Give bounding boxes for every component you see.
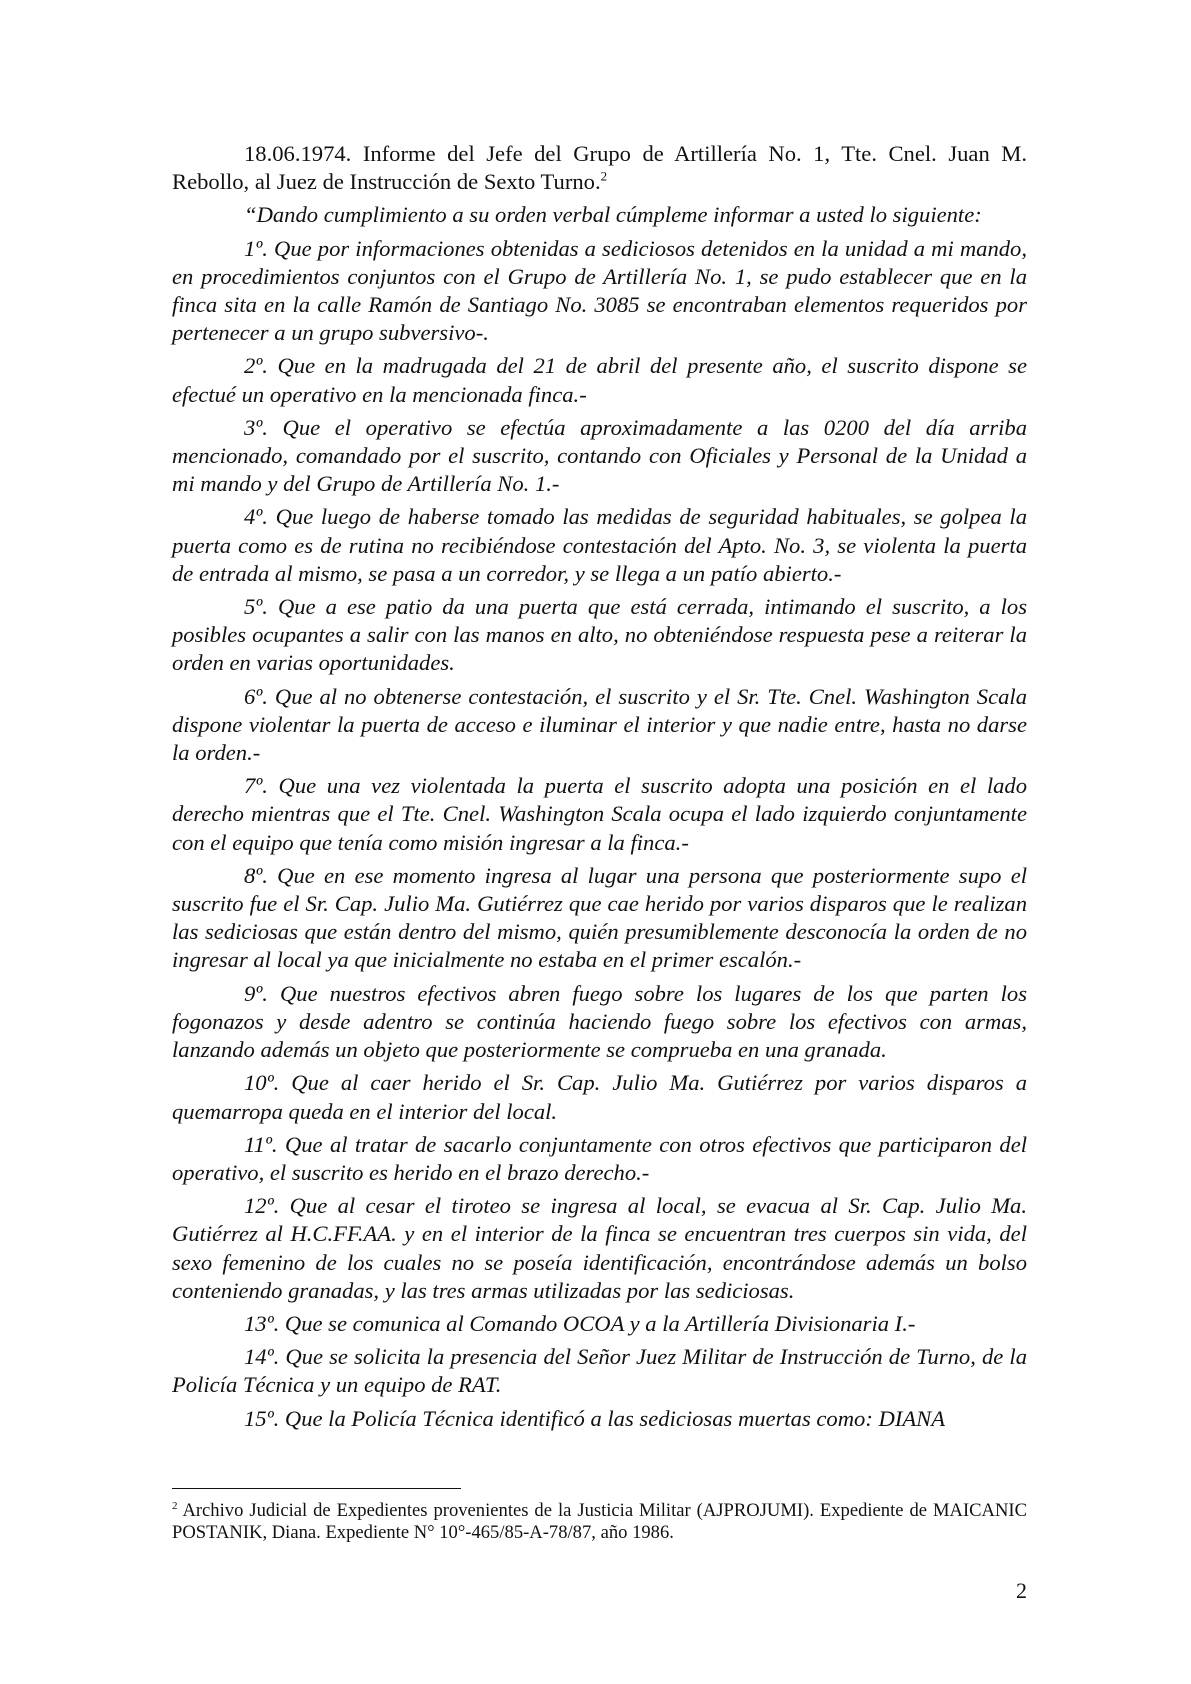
numbered-item-9: 9º. Que nuestros efectivos abren fuego sobre los lugares de los que parten los fogonazos y desde adentro se continúa haciendo fuego sobre los efectivos con armas, lanzando además un objeto que posteriormente se comprueba en una granada.: [172, 980, 1027, 1063]
numbered-item-3: 3º. Que el operativo se efectúa aproximadamente a las 0200 del día arriba mencionado, comandado por el suscrito, contando con Oficiales y Personal de la Unidad a mi mando y del Grupo de Artillería No. 1.-: [172, 414, 1027, 497]
numbered-item-1: 1º. Que por informaciones obtenidas a sediciosos detenidos en la unidad a mi mando, en procedimientos conjuntos con el Grupo de Artillería No. 1, se pudo establecer que en la finca sita en la calle Ramón de Santiago No. 3085 se encontraban elementos requeridos por pertenecer a un grupo subversivo-.: [172, 235, 1027, 346]
numbered-item-13: 13º. Que se comunica al Comando OCOA y a la Artillería Divisionaria I.-: [244, 1310, 916, 1336]
footnote-marker: 2: [172, 1499, 178, 1512]
heading-paragraph: [172, 140, 1027, 196]
numbered-item-2: 2º. Que en la madrugada del 21 de abril del presente año, el suscrito dispone se efectué un operativo en la mencionada finca.-: [172, 353, 1027, 407]
document-body: [172, 140, 1027, 1438]
page-number: 2: [1016, 1578, 1027, 1603]
footnote: [172, 1500, 1027, 1544]
numbered-item-11: 11º. Que al tratar de sacarlo conjuntamente con otros efectivos que participaron del operativo, el suscrito es herido en el brazo derecho.-: [172, 1131, 1027, 1185]
numbered-item-5: 5º. Que a ese patio da una puerta que está cerrada, intimando el suscrito, a los posibles ocupantes a salir con las manos en alto, no obteniéndose respuesta pese a reiterar la orden en varias oportunidades.: [172, 594, 1027, 676]
numbered-item-6: 6º. Que al no obtenerse contestación, el suscrito y el Sr. Tte. Cnel. Washington Scala dispone violentar la puerta de acceso e iluminar el interior y que nadie entre, hasta no darse la orden.-: [172, 683, 1027, 766]
numbered-item-15: 15º. Que la Policía Técnica identificó a las sediciosas muertas como: DIANA: [244, 1405, 946, 1431]
numbered-item-12: 12º. Que al cesar el tiroteo se ingresa al local, se evacua al Sr. Cap. Julio Ma. Gutiérrez al H.C.FF.AA. y en el interior de la finca se encuentran tres cuerpos sin vida, del sexo femenino de los cuales no se poseía identificación, encontrándose además un bolso conteniendo granadas, y las tres armas utilizadas por las sediciosas.: [172, 1193, 1027, 1303]
footnote-text: Archivo Judicial de Expedientes provenientes de la Justicia Militar (AJPROJUMI). Expediente de MAICANIC POSTANIK, Diana. Expediente N° 10°-465/85-A-78/87, año 1986.: [172, 1500, 1027, 1543]
numbered-item-10: 10º. Que al caer herido el Sr. Cap. Julio Ma. Gutiérrez por varios disparos a quemarropa queda en el interior del local.: [172, 1070, 1027, 1124]
footnote-reference: 2: [600, 168, 608, 184]
numbered-item-4: 4º. Que luego de haberse tomado las medidas de seguridad habituales, se golpea la puerta como es de rutina no recibiéndose contestación del Apto. No. 3, se violenta la puerta de entrada al mismo, se pasa a un corredor, y se llega a un patío abierto.-: [172, 504, 1027, 586]
heading-text: 18.06.1974. Informe del Jefe del Grupo de Artillería No. 1, Tte. Cnel. Juan M. Rebollo, al Juez de Instrucción de Sexto Turno.: [172, 141, 1027, 195]
quote-intro: “Dando cumplimiento a su orden verbal cúmpleme informar a usted lo siguiente:: [244, 202, 982, 228]
numbered-item-14: 14º. Que se solicita la presencia del Señor Juez Militar de Instrucción de Turno, de la Policía Técnica y un equipo de RAT.: [172, 1344, 1027, 1398]
numbered-item-8: 8º. Que en ese momento ingresa al lugar una persona que posteriormente supo el suscrito fue el Sr. Cap. Julio Ma. Gutiérrez que cae herido por varios disparos que le realizan las sediciosas que están dentro del mismo, quién presumiblemente desconocía la orden de no ingresar al local ya que inicialmente no estaba en el primer escalón.-: [172, 862, 1027, 973]
numbered-item-7: 7º. Que una vez violentada la puerta el suscrito adopta una posición en el lado derecho mientras que el Tte. Cnel. Washington Scala ocupa el lado izquierdo conjuntamente con el equipo que tenía como misión ingresar a la finca.-: [172, 773, 1027, 855]
footnote-separator: [172, 1488, 461, 1489]
